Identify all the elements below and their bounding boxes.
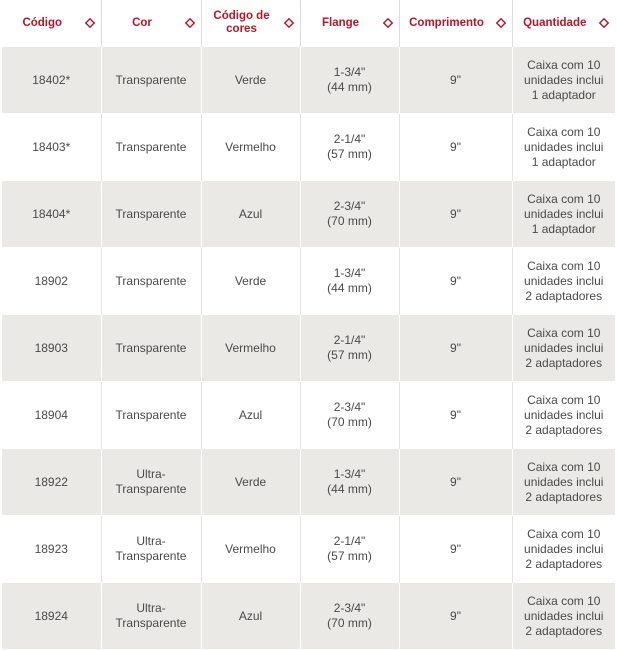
cell-quantidade-line: unidades inclui xyxy=(524,206,604,221)
cell-quantidade-line: 1 adaptador xyxy=(531,221,596,236)
column-header-label: Comprimento xyxy=(409,16,484,29)
cell-quantidade-line: Caixa com 10 xyxy=(527,392,601,407)
cell-flange-line: 2-1/4" xyxy=(333,333,366,347)
cell-comprimento: 9" xyxy=(399,114,512,181)
cell-cor-line: Ultra- xyxy=(136,467,166,481)
cell-cor xyxy=(101,181,201,248)
cell-flange xyxy=(300,114,399,181)
cell-cor-line: Transparente xyxy=(115,482,187,496)
cell-cor-line: Transparente xyxy=(115,273,187,288)
cell-quantidade-line: unidades inclui xyxy=(524,139,604,154)
cell-codigo-de-cores: Verde xyxy=(201,248,300,315)
cell-codigo-de-cores: Verde xyxy=(201,449,300,516)
cell-quantidade-line: Caixa com 10 xyxy=(527,191,601,206)
cell-quantidade xyxy=(512,382,615,449)
column-header-label: Cor xyxy=(132,16,152,29)
column-header-label: Código xyxy=(22,16,63,29)
table-row xyxy=(2,47,615,114)
cell-flange-line: (57 mm) xyxy=(327,549,372,563)
sort-icon xyxy=(284,18,294,28)
cell-flange-line: 1-3/4" xyxy=(333,266,366,280)
column-header-codigo[interactable] xyxy=(2,0,101,47)
cell-cor-line: Transparente xyxy=(115,549,187,563)
cell-codigo: 18404* xyxy=(2,181,101,248)
table-body xyxy=(2,47,615,650)
cell-flange xyxy=(300,449,399,516)
cell-quantidade xyxy=(512,47,615,114)
product-table xyxy=(2,0,615,649)
cell-quantidade-line: 1 adaptador xyxy=(531,87,596,102)
table-row xyxy=(2,114,615,181)
cell-cor xyxy=(101,516,201,583)
cell-codigo-de-cores: Azul xyxy=(201,181,300,248)
cell-cor-line: Transparente xyxy=(115,139,187,154)
cell-flange-line: (44 mm) xyxy=(327,80,372,94)
cell-flange-line: (44 mm) xyxy=(327,281,372,295)
cell-quantidade xyxy=(512,449,615,516)
cell-quantidade-line: unidades inclui xyxy=(524,340,604,355)
cell-codigo-de-cores: Verde xyxy=(201,47,300,114)
cell-codigo-de-cores: Vermelho xyxy=(201,516,300,583)
cell-flange xyxy=(300,248,399,315)
cell-cor xyxy=(101,114,201,181)
cell-comprimento: 9" xyxy=(399,315,512,382)
column-header-label: Código de cores xyxy=(213,10,270,35)
cell-comprimento: 9" xyxy=(399,181,512,248)
cell-codigo: 18402* xyxy=(2,47,101,114)
cell-quantidade-line: Caixa com 10 xyxy=(527,258,601,273)
cell-flange xyxy=(300,315,399,382)
table-row xyxy=(2,248,615,315)
cell-cor xyxy=(101,248,201,315)
cell-quantidade xyxy=(512,114,615,181)
cell-cor-line: Transparente xyxy=(115,407,187,422)
table-row xyxy=(2,315,615,382)
cell-cor-line: Transparente xyxy=(115,206,187,221)
cell-quantidade-line: unidades inclui xyxy=(524,474,604,489)
cell-cor xyxy=(101,583,201,650)
cell-flange-line: 2-3/4" xyxy=(333,199,366,213)
cell-codigo-de-cores: Vermelho xyxy=(201,315,300,382)
cell-codigo: 18902 xyxy=(2,248,101,315)
cell-quantidade-line: 2 adaptadores xyxy=(525,422,603,437)
cell-quantidade-line: unidades inclui xyxy=(524,273,604,288)
column-header-quantidade[interactable] xyxy=(512,0,615,47)
cell-comprimento: 9" xyxy=(399,516,512,583)
cell-flange-line: 2-1/4" xyxy=(333,132,366,146)
column-header-cor[interactable] xyxy=(101,0,201,47)
cell-flange xyxy=(300,181,399,248)
column-header-label: Quantidade xyxy=(523,16,587,29)
cell-quantidade-line: Caixa com 10 xyxy=(527,593,601,608)
cell-flange-line: 2-3/4" xyxy=(333,400,366,414)
cell-codigo: 18922 xyxy=(2,449,101,516)
cell-quantidade-line: unidades inclui xyxy=(524,608,604,623)
cell-quantidade-line: 2 adaptadores xyxy=(525,556,603,571)
cell-quantidade-line: unidades inclui xyxy=(524,541,604,556)
cell-flange-line: 1-3/4" xyxy=(333,65,366,79)
column-header-codigo-de-cores[interactable] xyxy=(201,0,300,47)
table-row xyxy=(2,583,615,650)
cell-codigo-de-cores: Azul xyxy=(201,382,300,449)
sort-icon xyxy=(85,18,95,28)
cell-comprimento: 9" xyxy=(399,47,512,114)
cell-flange-line: (70 mm) xyxy=(327,616,372,630)
cell-flange-line: (57 mm) xyxy=(327,348,372,362)
table-header xyxy=(2,0,615,47)
cell-cor-line: Ultra- xyxy=(136,601,166,615)
cell-cor-line: Transparente xyxy=(115,72,187,87)
cell-cor-line: Transparente xyxy=(115,340,187,355)
cell-comprimento: 9" xyxy=(399,583,512,650)
cell-flange-line: 1-3/4" xyxy=(333,467,366,481)
cell-quantidade xyxy=(512,181,615,248)
column-header-flange[interactable] xyxy=(300,0,399,47)
cell-quantidade xyxy=(512,583,615,650)
cell-comprimento: 9" xyxy=(399,382,512,449)
cell-codigo: 18904 xyxy=(2,382,101,449)
cell-quantidade-line: unidades inclui xyxy=(524,407,604,422)
cell-flange-line: (44 mm) xyxy=(327,482,372,496)
cell-flange-line: (70 mm) xyxy=(327,415,372,429)
cell-flange-line: (57 mm) xyxy=(327,147,372,161)
cell-codigo-de-cores: Azul xyxy=(201,583,300,650)
cell-cor-line: Transparente xyxy=(115,616,187,630)
sort-icon xyxy=(599,18,609,28)
cell-quantidade-line: 2 adaptadores xyxy=(525,489,603,504)
sort-icon xyxy=(383,18,393,28)
cell-quantidade-line: Caixa com 10 xyxy=(527,124,601,139)
cell-cor xyxy=(101,315,201,382)
cell-quantidade-line: Caixa com 10 xyxy=(527,57,601,72)
cell-cor-line: Ultra- xyxy=(136,534,166,548)
cell-quantidade-line: 2 adaptadores xyxy=(525,288,603,303)
cell-quantidade-line: 2 adaptadores xyxy=(525,623,603,638)
cell-codigo-de-cores: Vermelho xyxy=(201,114,300,181)
sort-icon xyxy=(185,18,195,28)
header-row xyxy=(2,0,615,47)
cell-quantidade-line: 1 adaptador xyxy=(531,154,596,169)
cell-quantidade-line: Caixa com 10 xyxy=(527,459,601,474)
cell-codigo: 18923 xyxy=(2,516,101,583)
cell-quantidade-line: Caixa com 10 xyxy=(527,325,601,340)
sort-icon xyxy=(496,18,506,28)
cell-quantidade xyxy=(512,516,615,583)
table-row xyxy=(2,382,615,449)
cell-quantidade-line: Caixa com 10 xyxy=(527,526,601,541)
cell-flange xyxy=(300,583,399,650)
cell-flange-line: 2-3/4" xyxy=(333,601,366,615)
cell-cor xyxy=(101,382,201,449)
cell-quantidade-line: 2 adaptadores xyxy=(525,355,603,370)
cell-cor xyxy=(101,47,201,114)
column-header-comprimento[interactable] xyxy=(399,0,512,47)
table-row xyxy=(2,181,615,248)
cell-codigo: 18924 xyxy=(2,583,101,650)
cell-flange xyxy=(300,382,399,449)
cell-cor xyxy=(101,449,201,516)
cell-codigo: 18403* xyxy=(2,114,101,181)
table-row xyxy=(2,449,615,516)
cell-flange-line: 2-1/4" xyxy=(333,534,366,548)
cell-flange xyxy=(300,47,399,114)
cell-comprimento: 9" xyxy=(399,248,512,315)
cell-flange xyxy=(300,516,399,583)
table-row xyxy=(2,516,615,583)
cell-flange-line: (70 mm) xyxy=(327,214,372,228)
column-header-label: Flange xyxy=(321,16,360,29)
cell-quantidade xyxy=(512,248,615,315)
cell-quantidade-line: unidades inclui xyxy=(524,72,604,87)
cell-quantidade xyxy=(512,315,615,382)
cell-comprimento: 9" xyxy=(399,449,512,516)
cell-codigo: 18903 xyxy=(2,315,101,382)
